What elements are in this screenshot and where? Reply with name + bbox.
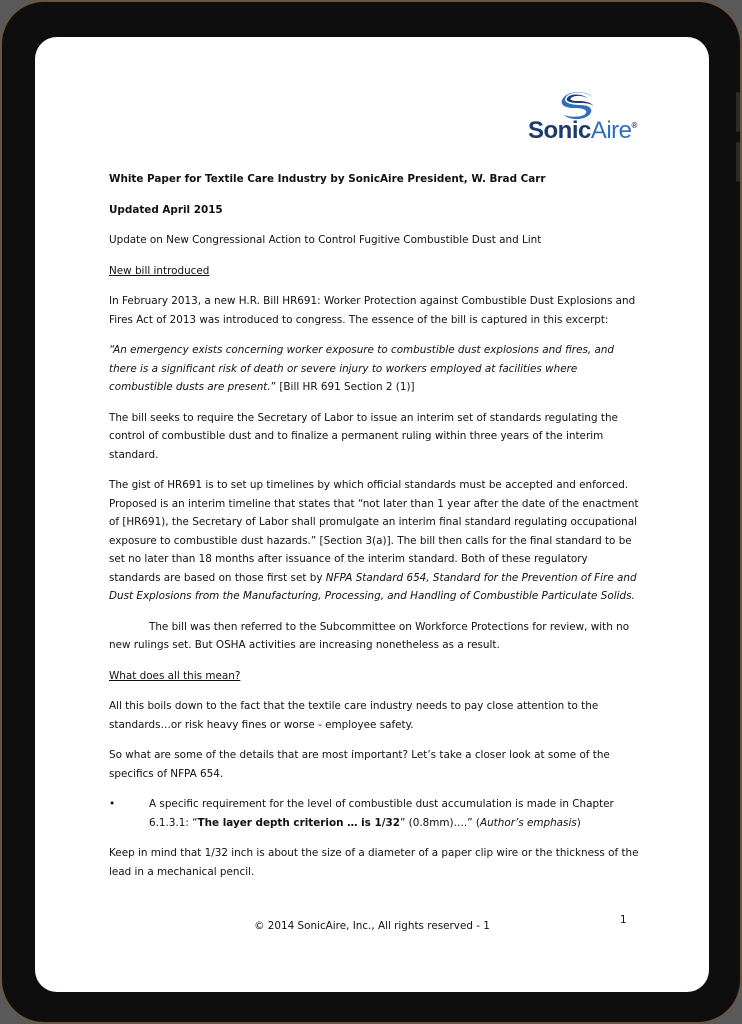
paragraph-subcommittee: The bill was then referred to the Subcommittee on Workforce Protections for review, with no new rulings set. But OSHA activities are increasing nonetheless as a result. [109,620,630,651]
document-body [109,170,639,893]
bullet-lead: A specific requirement for the level of combustible dust accumulation is made in Chapter 6.1.3.1: “ [149,798,614,829]
bullet-emphasis: Author’s emphasis [479,816,577,829]
document-page[interactable] [35,37,709,992]
brand-wordmark [528,117,637,145]
bullet-marker: • [109,798,116,810]
bullet-item [109,795,639,832]
paragraph-gist [109,476,639,606]
document-title: White Paper for Textile Care Industry by SonicAire President, W. Brad Carr [109,173,546,185]
quote-citation: ” [Bill HR 691 Section 2 (1)] [270,381,415,393]
volume-down-button [736,142,740,182]
bullet-bold: The layer depth criterion … is 1/32 [197,816,400,829]
sonicaire-logo [528,91,638,151]
heading-what-does-it-mean: What does all this mean? [109,669,241,682]
paragraph-secretary: The bill seeks to require the Secretary of Labor to issue an interim set of standards regulating the control of combustible dust and to finalize a permanent ruling within three years of the interim standard. [109,411,618,461]
paragraph-boils-down: All this boils down to the fact that the textile care industry needs to pay close attention to the standards…or risk heavy fines or worse - employee safety. [109,700,599,731]
document-subtitle: Update on New Congressional Action to Control Fugitive Combustible Dust and Lint [109,234,542,246]
bullet-text [149,795,639,832]
brand-name-sonic: Sonic [528,117,591,144]
paragraph-bill-intro: In February 2013, a new H.R. Bill HR691: Worker Protection against Combustible Dust Explosions and Fires Act of 2013 was introduced to congress. The essence of the bill is captured in this excerpt: [109,295,636,326]
bullet-mid: ” (0.8mm)….” ( [399,816,480,829]
page-number: 1 [620,914,627,926]
gist-text: The gist of HR691 is to set up timelines by which official standards must be accepted and enforced. Proposed is an interim timeline that states that “not later than 1 year after the date of the enactment of [HR691), the Secretary of Labor shall promulgate an interim final standard regulating occupational exposure to combustible dust hazards.” [Section 3(a)]. The bill then calls for the final standard to be set no later than 18 months after issuance of the interim standard. Both of these regulatory standards are based on those first set by [109,479,639,584]
registered-mark: ® [631,121,637,130]
bullet-end: ) [576,816,581,829]
paragraph-keep-in-mind: Keep in mind that 1/32 inch is about the size of a diameter of a paper clip wire or the thickness of the lead in a mechanical pencil. [109,847,639,878]
volume-up-button [736,92,740,132]
page-footer: © 2014 SonicAire, Inc., All rights reserved - 1 [254,920,490,932]
updated-date: Updated April 2015 [109,203,223,216]
bill-quote [109,341,639,397]
quote-text: “An emergency exists concerning worker exposure to combustible dust explosions and fires, and there is a significant risk of death or severe injury to workers employed at facilities where combustible dusts are present. [109,344,615,393]
brand-name-aire: Aire [590,117,632,144]
heading-new-bill: New bill introduced [109,264,210,277]
nfpa-standard-title: NFPA Standard 654, Standard for the Prevention of Fire and Dust Explosions from the Manufacturing, Processing, and Handling of Combustible Particulate Solids. [109,571,637,602]
paragraph-details: So what are some of the details that are most important? Let’s take a closer look at some of the specifics of NFPA 654. [109,749,610,780]
